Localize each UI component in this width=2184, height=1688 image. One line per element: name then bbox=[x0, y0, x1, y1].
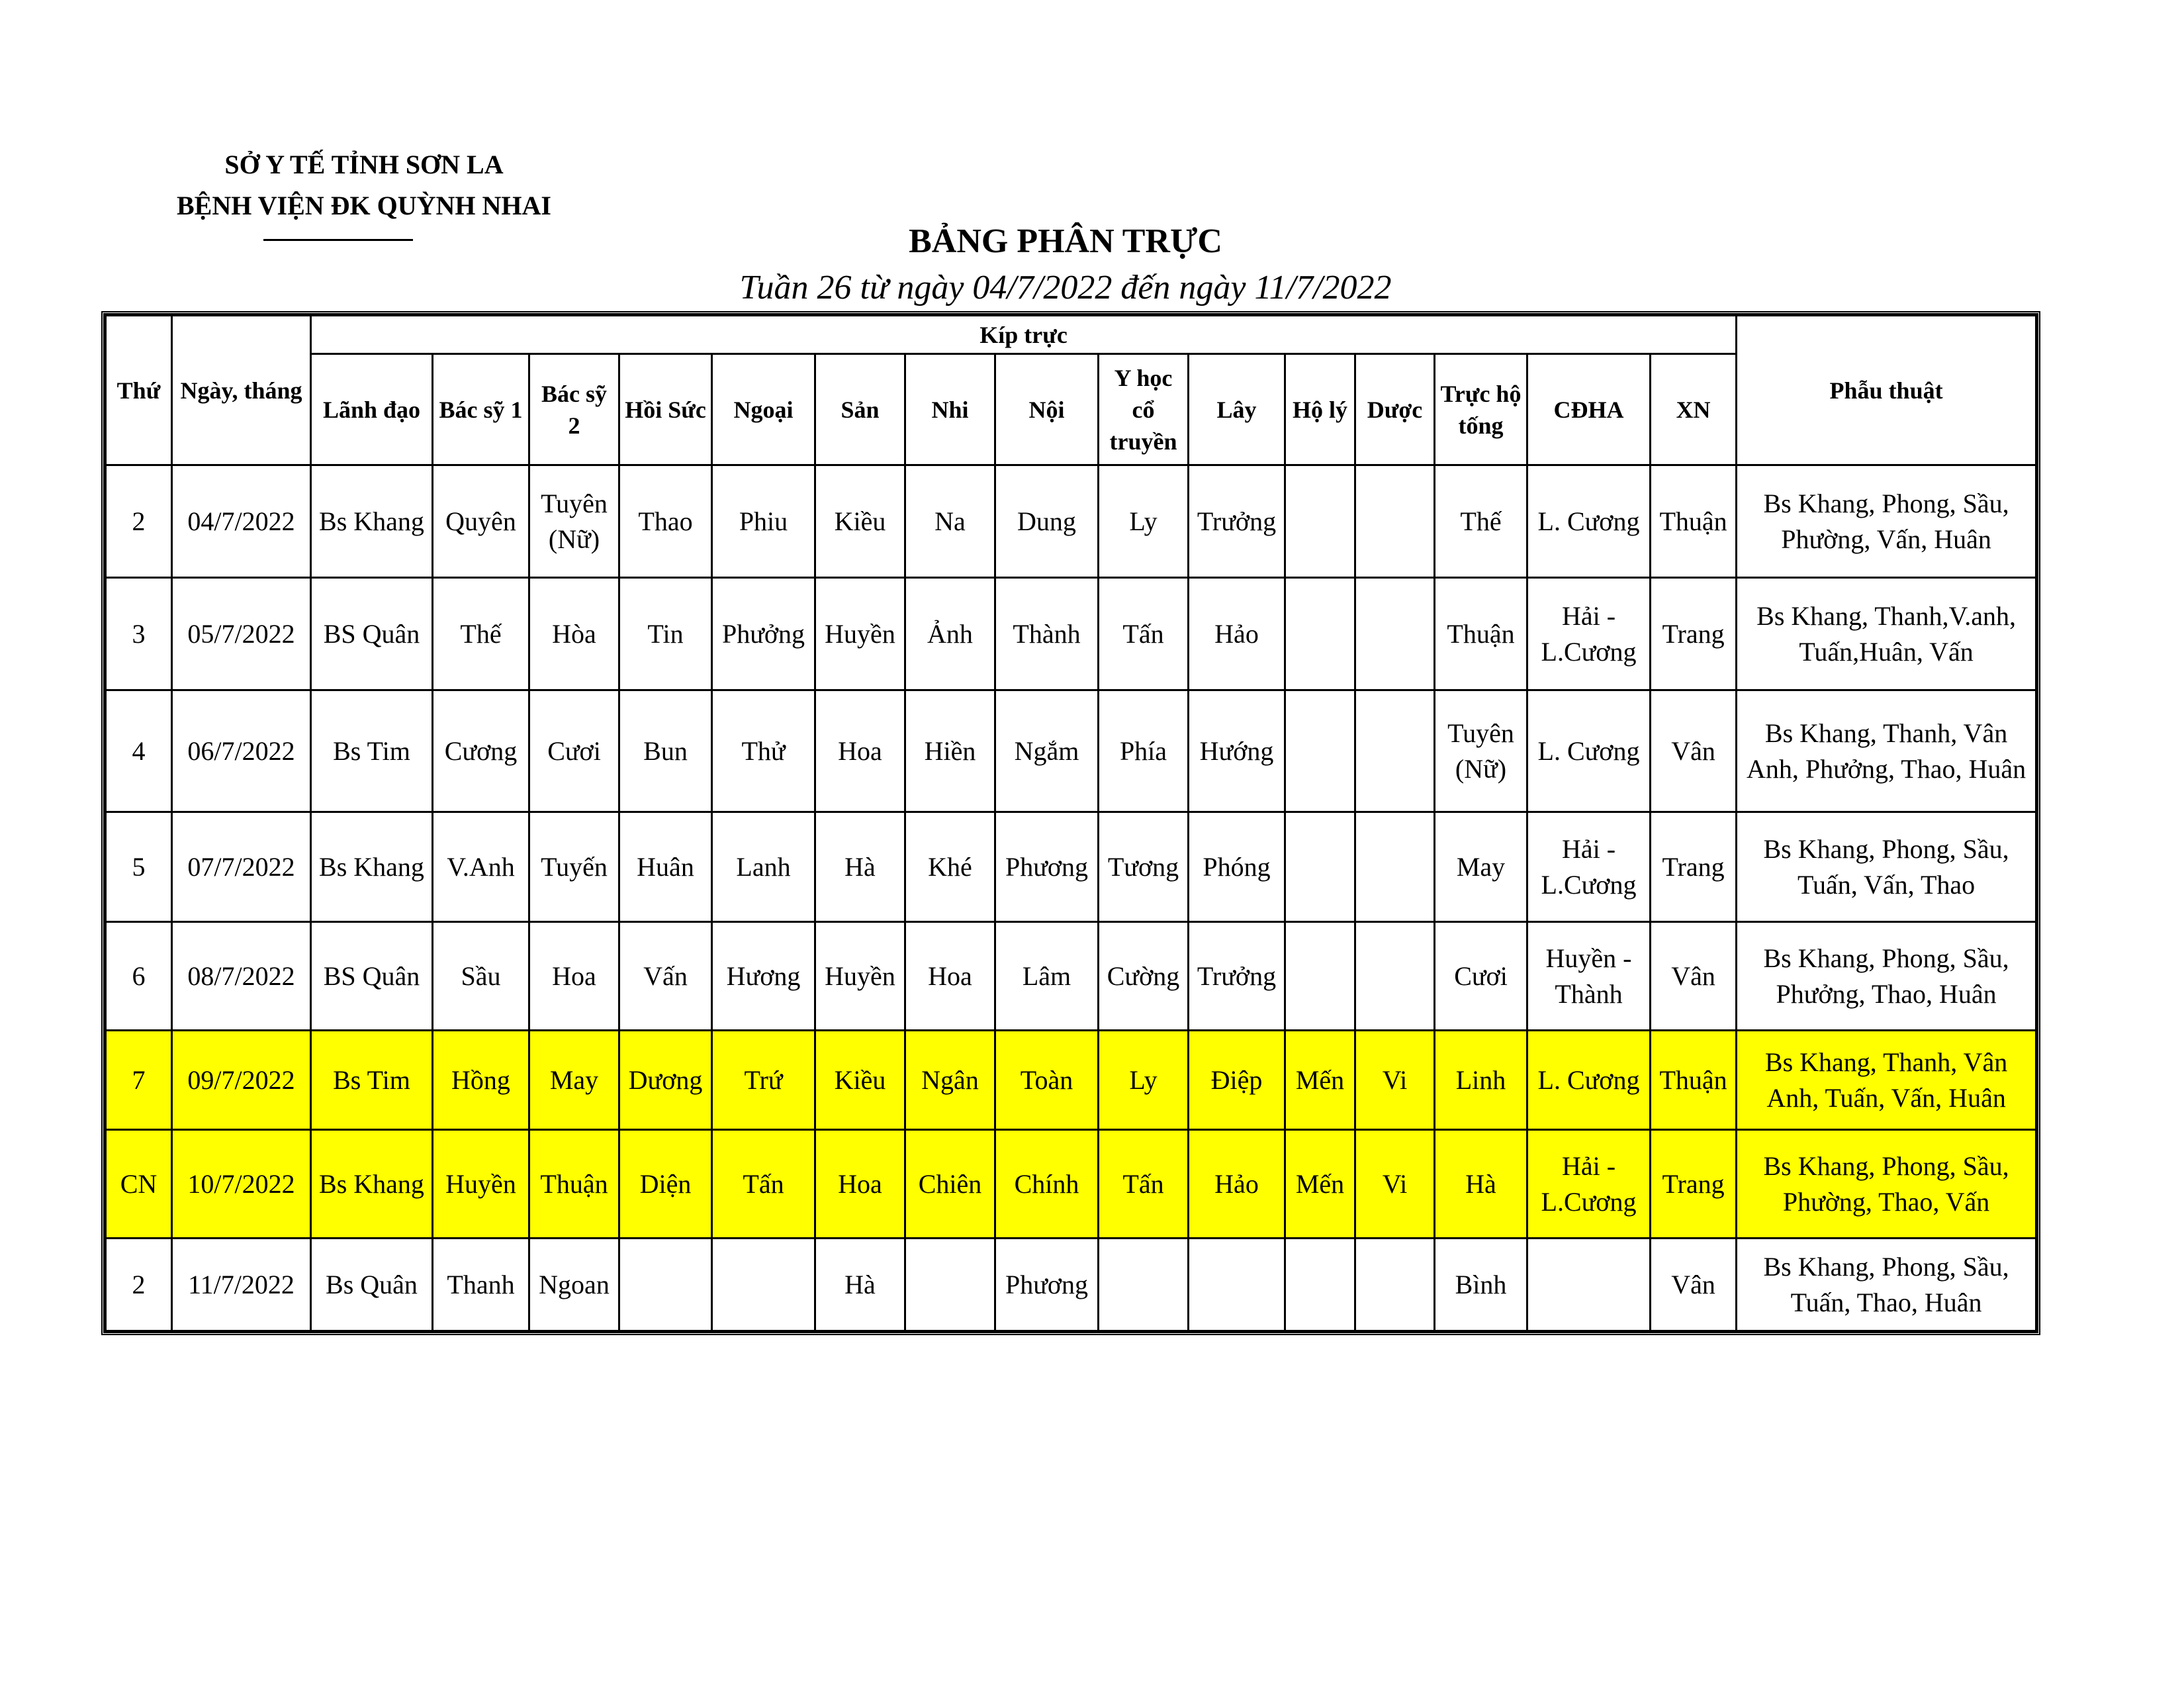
cell-duty: Bình bbox=[1435, 1239, 1527, 1331]
column-header: Dược bbox=[1355, 354, 1435, 465]
cell-duty: Hảo bbox=[1189, 1130, 1285, 1239]
cell-duty: Phía bbox=[1099, 690, 1189, 812]
cell-duty: Điệp bbox=[1189, 1031, 1285, 1130]
cell-duty: Vi bbox=[1355, 1031, 1435, 1130]
cell-duty: Khé bbox=[905, 812, 995, 922]
cell-duty: Vân bbox=[1651, 1239, 1737, 1331]
cell-duty: Hoa bbox=[905, 922, 995, 1031]
cell-duty: Hải - L.Cương bbox=[1527, 812, 1651, 922]
column-header: Ngoại bbox=[712, 354, 815, 465]
column-header: Lãnh đạo bbox=[311, 354, 433, 465]
cell-date: 05/7/2022 bbox=[172, 578, 311, 690]
cell-duty: Bs Khang bbox=[311, 1130, 433, 1239]
table-row bbox=[106, 1031, 2036, 1130]
header-row-top bbox=[106, 316, 2036, 354]
table-row bbox=[106, 1239, 2036, 1331]
cell-duty: Kiều bbox=[815, 1031, 905, 1130]
cell-duty bbox=[1285, 690, 1355, 812]
cell-duty: Thuận bbox=[1435, 578, 1527, 690]
cell-duty: Cường bbox=[1099, 922, 1189, 1031]
cell-duty: Hoa bbox=[529, 922, 619, 1031]
cell-duty: Dung bbox=[995, 465, 1099, 578]
header-kip-truc: Kíp trực bbox=[311, 316, 1737, 354]
cell-duty bbox=[1285, 922, 1355, 1031]
cell-duty: Lâm bbox=[995, 922, 1099, 1031]
cell-duty: Tấn bbox=[712, 1130, 815, 1239]
column-header: Trực hộ tống bbox=[1435, 354, 1527, 465]
org-line-1: SỞ Y TẾ TỈNH SƠN LA bbox=[224, 150, 504, 179]
cell-duty: Trang bbox=[1651, 1130, 1737, 1239]
cell-duty: Huyền - Thành bbox=[1527, 922, 1651, 1031]
cell-duty bbox=[1355, 922, 1435, 1031]
cell-duty: Huyền bbox=[433, 1130, 529, 1239]
cell-duty: Hoa bbox=[815, 1130, 905, 1239]
header-thu: Thứ bbox=[106, 316, 172, 465]
cell-duty: Thế bbox=[1435, 465, 1527, 578]
cell-duty: Bs Khang bbox=[311, 465, 433, 578]
cell-duty: Sầu bbox=[433, 922, 529, 1031]
cell-duty: Cương bbox=[433, 690, 529, 812]
cell-thu: 2 bbox=[106, 465, 172, 578]
cell-duty: Tuyên (Nữ) bbox=[529, 465, 619, 578]
cell-duty: Bs Quân bbox=[311, 1239, 433, 1331]
cell-duty: Toàn bbox=[995, 1031, 1099, 1130]
cell-duty: Thế bbox=[433, 578, 529, 690]
cell-duty bbox=[1527, 1239, 1651, 1331]
cell-duty bbox=[619, 1239, 712, 1331]
cell-surgery: Bs Khang, Thanh, Vân Anh, Phưởng, Thao, Huân bbox=[1737, 690, 2036, 812]
column-header: Nội bbox=[995, 354, 1099, 465]
cell-duty: Bs Tim bbox=[311, 1031, 433, 1130]
column-header: XN bbox=[1651, 354, 1737, 465]
cell-duty: Tuyến bbox=[529, 812, 619, 922]
column-header: Hộ lý bbox=[1285, 354, 1355, 465]
cell-duty: Ngoan bbox=[529, 1239, 619, 1331]
cell-duty: L. Cương bbox=[1527, 690, 1651, 812]
cell-thu: CN bbox=[106, 1130, 172, 1239]
cell-duty: Thuận bbox=[529, 1130, 619, 1239]
table-row bbox=[106, 812, 2036, 922]
org-line-2: BỆNH VIỆN ĐK QUỲNH NHAI bbox=[177, 191, 551, 220]
page-subtitle: Tuần 26 từ ngày 04/7/2022 đến ngày 11/7/2022 bbox=[739, 269, 1392, 306]
cell-duty: Hà bbox=[815, 812, 905, 922]
cell-duty: Phiu bbox=[712, 465, 815, 578]
cell-duty: Mến bbox=[1285, 1031, 1355, 1130]
cell-duty: Trang bbox=[1651, 578, 1737, 690]
cell-duty: Hướng bbox=[1189, 690, 1285, 812]
cell-duty: BS Quân bbox=[311, 922, 433, 1031]
cell-duty: Linh bbox=[1435, 1031, 1527, 1130]
cell-duty: Hải - L.Cương bbox=[1527, 578, 1651, 690]
table-row bbox=[106, 578, 2036, 690]
cell-duty: Huyền bbox=[815, 578, 905, 690]
cell-duty: Thử bbox=[712, 690, 815, 812]
cell-duty: Lanh bbox=[712, 812, 815, 922]
page-title: BẢNG PHÂN TRỰC bbox=[909, 222, 1222, 260]
cell-duty: Hương bbox=[712, 922, 815, 1031]
cell-duty: V.Anh bbox=[433, 812, 529, 922]
table-row bbox=[106, 1130, 2036, 1239]
cell-thu: 6 bbox=[106, 922, 172, 1031]
cell-duty: Hòa bbox=[529, 578, 619, 690]
cell-duty: Thành bbox=[995, 578, 1099, 690]
cell-duty: Ly bbox=[1099, 1031, 1189, 1130]
cell-duty bbox=[1285, 1239, 1355, 1331]
cell-date: 09/7/2022 bbox=[172, 1031, 311, 1130]
cell-duty: Tấn bbox=[1099, 578, 1189, 690]
cell-duty: Chính bbox=[995, 1130, 1099, 1239]
cell-duty: Na bbox=[905, 465, 995, 578]
cell-duty bbox=[1099, 1239, 1189, 1331]
cell-duty: Trứ bbox=[712, 1031, 815, 1130]
cell-duty: Ngân bbox=[905, 1031, 995, 1130]
cell-duty bbox=[1285, 812, 1355, 922]
table-row bbox=[106, 690, 2036, 812]
cell-duty: Vân bbox=[1651, 922, 1737, 1031]
cell-duty: Phóng bbox=[1189, 812, 1285, 922]
cell-duty bbox=[1285, 578, 1355, 690]
cell-duty: L. Cương bbox=[1527, 465, 1651, 578]
cell-duty: Ly bbox=[1099, 465, 1189, 578]
cell-duty bbox=[1355, 1239, 1435, 1331]
cell-duty: Vấn bbox=[619, 922, 712, 1031]
cell-duty: Trưởng bbox=[1189, 922, 1285, 1031]
cell-duty bbox=[712, 1239, 815, 1331]
table-row bbox=[106, 922, 2036, 1031]
cell-date: 07/7/2022 bbox=[172, 812, 311, 922]
column-header: Lây bbox=[1189, 354, 1285, 465]
cell-surgery: Bs Khang, Phong, Sầu, Tuấn, Thao, Huân bbox=[1737, 1239, 2036, 1331]
table-row bbox=[106, 465, 2036, 578]
cell-duty: Kiều bbox=[815, 465, 905, 578]
cell-duty bbox=[1355, 812, 1435, 922]
cell-date: 11/7/2022 bbox=[172, 1239, 311, 1331]
cell-thu: 2 bbox=[106, 1239, 172, 1331]
column-header: Y học cổ truyền bbox=[1099, 354, 1189, 465]
cell-duty: Diện bbox=[619, 1130, 712, 1239]
cell-duty: Hảo bbox=[1189, 578, 1285, 690]
cell-date: 04/7/2022 bbox=[172, 465, 311, 578]
cell-thu: 3 bbox=[106, 578, 172, 690]
cell-thu: 5 bbox=[106, 812, 172, 922]
cell-duty bbox=[1355, 690, 1435, 812]
cell-duty bbox=[1355, 465, 1435, 578]
cell-duty: Cươi bbox=[1435, 922, 1527, 1031]
cell-duty: Quyên bbox=[433, 465, 529, 578]
cell-surgery: Bs Khang, Thanh, Vân Anh, Tuấn, Vấn, Huân bbox=[1737, 1031, 2036, 1130]
cell-date: 10/7/2022 bbox=[172, 1130, 311, 1239]
column-header: Sản bbox=[815, 354, 905, 465]
cell-duty: Bs Khang bbox=[311, 812, 433, 922]
cell-duty bbox=[905, 1239, 995, 1331]
cell-duty: Hiền bbox=[905, 690, 995, 812]
cell-duty: Phương bbox=[995, 812, 1099, 922]
cell-surgery: Bs Khang, Phong, Sầu, Phưởng, Thao, Huân bbox=[1737, 922, 2036, 1031]
cell-duty: Hải - L.Cương bbox=[1527, 1130, 1651, 1239]
cell-duty: Huyền bbox=[815, 922, 905, 1031]
cell-duty: Trang bbox=[1651, 812, 1737, 922]
cell-duty: Bun bbox=[619, 690, 712, 812]
cell-thu: 7 bbox=[106, 1031, 172, 1130]
cell-duty: Ảnh bbox=[905, 578, 995, 690]
cell-surgery: Bs Khang, Phong, Sầu, Phường, Thao, Vấn bbox=[1737, 1130, 2036, 1239]
cell-duty: Vi bbox=[1355, 1130, 1435, 1239]
cell-duty: Tấn bbox=[1099, 1130, 1189, 1239]
schedule-table-frame bbox=[101, 311, 2040, 1335]
cell-duty: L. Cương bbox=[1527, 1031, 1651, 1130]
cell-duty: Mến bbox=[1285, 1130, 1355, 1239]
column-header: Bác sỹ 1 bbox=[433, 354, 529, 465]
cell-duty: BS Quân bbox=[311, 578, 433, 690]
cell-duty: Ngắm bbox=[995, 690, 1099, 812]
cell-surgery: Bs Khang, Phong, Sầu, Tuấn, Vấn, Thao bbox=[1737, 812, 2036, 922]
cell-duty: Thuận bbox=[1651, 1031, 1737, 1130]
column-header: Bác sỹ 2 bbox=[529, 354, 619, 465]
cell-duty: Chiên bbox=[905, 1130, 995, 1239]
cell-surgery: Bs Khang, Thanh,V.anh, Tuấn,Huân, Vấn bbox=[1737, 578, 2036, 690]
cell-date: 08/7/2022 bbox=[172, 922, 311, 1031]
cell-thu: 4 bbox=[106, 690, 172, 812]
cell-duty bbox=[1285, 465, 1355, 578]
cell-duty: Tương bbox=[1099, 812, 1189, 922]
cell-duty: Hà bbox=[815, 1239, 905, 1331]
cell-duty: Dương bbox=[619, 1031, 712, 1130]
cell-duty bbox=[1355, 578, 1435, 690]
cell-duty: Thao bbox=[619, 465, 712, 578]
cell-duty: Hoa bbox=[815, 690, 905, 812]
cell-duty: Thuận bbox=[1651, 465, 1737, 578]
cell-duty: Phương bbox=[995, 1239, 1099, 1331]
cell-duty: May bbox=[529, 1031, 619, 1130]
cell-duty: Vân bbox=[1651, 690, 1737, 812]
column-header: Hồi Sức bbox=[619, 354, 712, 465]
cell-surgery: Bs Khang, Phong, Sầu, Phường, Vấn, Huân bbox=[1737, 465, 2036, 578]
cell-duty: Huân bbox=[619, 812, 712, 922]
column-header: CĐHA bbox=[1527, 354, 1651, 465]
cell-duty: Phưởng bbox=[712, 578, 815, 690]
column-header: Nhi bbox=[905, 354, 995, 465]
cell-duty: Cươi bbox=[529, 690, 619, 812]
header-ngay: Ngày, tháng bbox=[172, 316, 311, 465]
cell-date: 06/7/2022 bbox=[172, 690, 311, 812]
organization-header bbox=[106, 144, 622, 226]
cell-duty: Tuyên (Nữ) bbox=[1435, 690, 1527, 812]
cell-duty: May bbox=[1435, 812, 1527, 922]
cell-duty: Hà bbox=[1435, 1130, 1527, 1239]
table-body bbox=[106, 465, 2036, 1331]
cell-duty: Thanh bbox=[433, 1239, 529, 1331]
cell-duty bbox=[1189, 1239, 1285, 1331]
cell-duty: Hồng bbox=[433, 1031, 529, 1130]
cell-duty: Trưởng bbox=[1189, 465, 1285, 578]
cell-duty: Bs Tim bbox=[311, 690, 433, 812]
cell-duty: Tin bbox=[619, 578, 712, 690]
header-phau-thuat: Phẫu thuật bbox=[1737, 316, 2036, 465]
duty-schedule-table bbox=[105, 314, 2037, 1332]
